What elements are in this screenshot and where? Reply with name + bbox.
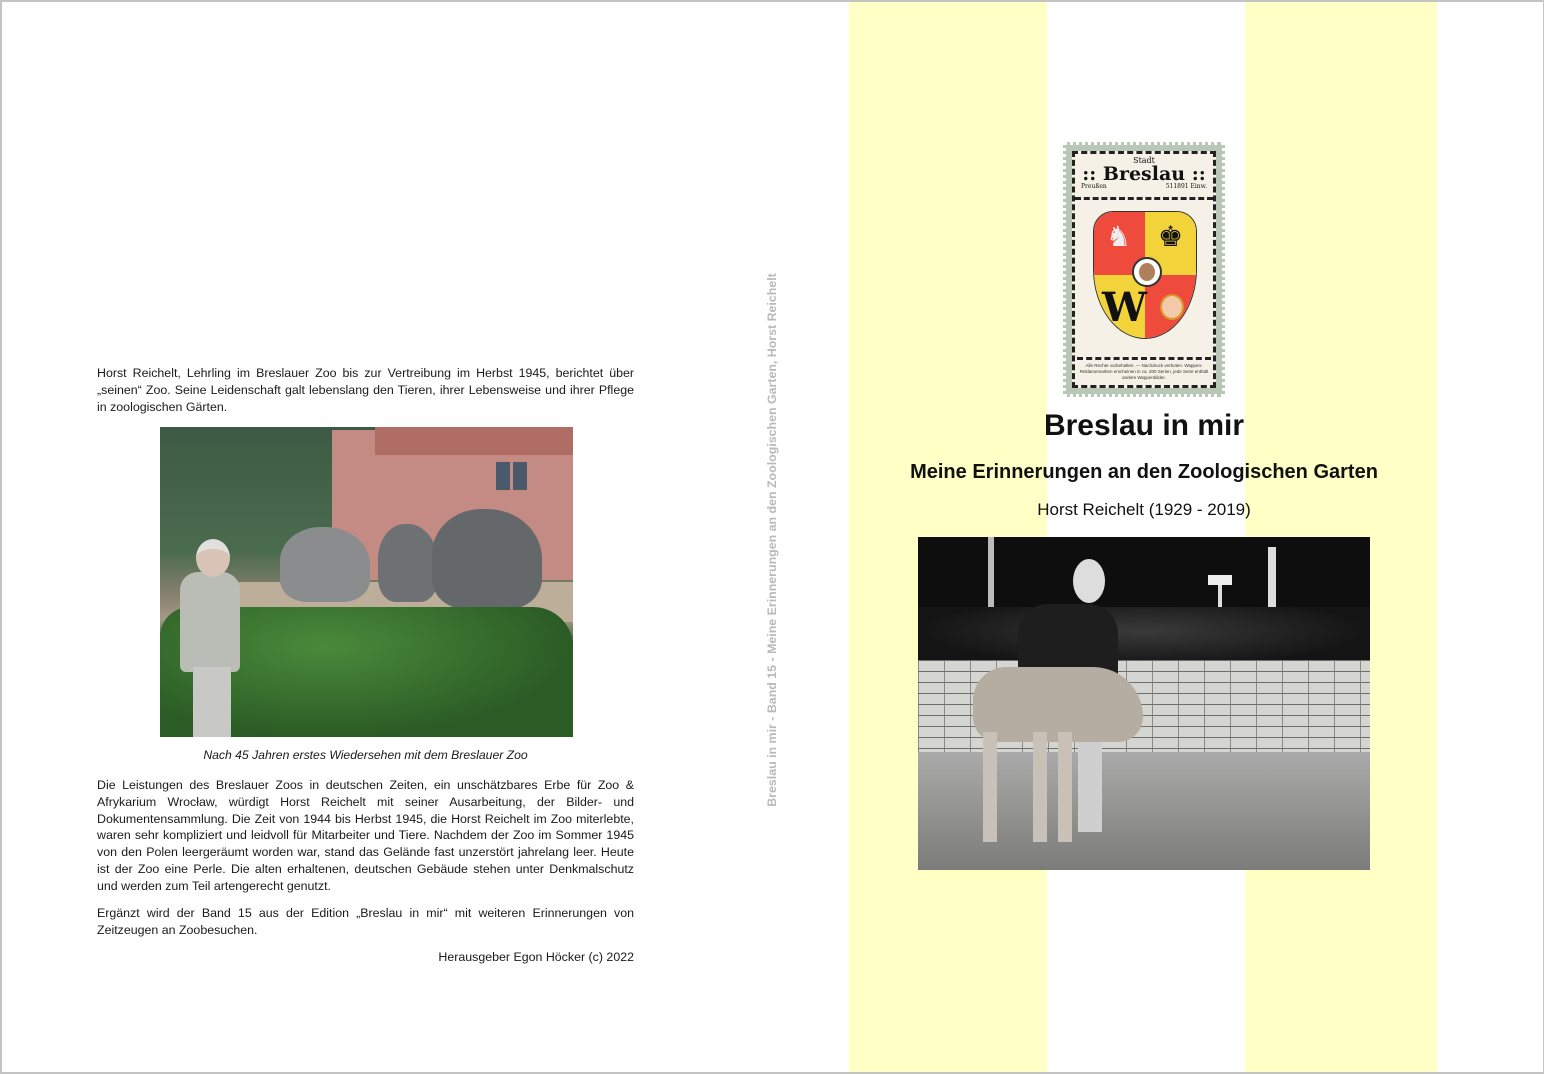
stamp-population: 511891 Einw. [1165,183,1207,190]
publisher-credit: Herausgeber Egon Höcker (c) 2022 [438,950,634,964]
book-subtitle: Meine Erinnerungen an den Zoologischen Garten [910,461,1378,483]
coat-of-arms [1093,211,1197,339]
stamp-footer: Alle Rechte vorbehalten. — Nachdruck verboten. Wappen-Reklamemarken erscheinen in ca. 200 Serien, jede Serie enthält andere Wappenbilder. [1077,357,1211,381]
saint-face-icon [1160,294,1184,320]
stamp-top-label: Stadt [1133,156,1155,165]
back-cover-supplement: Ergänzt wird der Band 15 aus der Edition „Breslau in mir“ mit weiteren Erinnerungen von Zeitzeugen an Zoobesuchen. [97,906,634,937]
breslau-stamp [1063,142,1225,397]
spine-text: Breslau in mir - Band 15 - Meine Erinnerungen an den Zoologischen Garten, Horst Reichelt [765,273,779,807]
photo-man-legs [193,667,231,737]
elephant-photo [160,427,573,737]
photo-elephant [280,527,370,602]
eagle-icon: ♚ [1158,221,1184,252]
stamp-header [1075,154,1213,200]
shield-letter: W [1102,284,1147,331]
stamp-inner [1072,151,1216,388]
photo-calf-leg [1058,732,1072,842]
photo-boy-legs [1078,732,1102,832]
photo-man-head [196,539,230,577]
photo-calf [973,667,1143,742]
lion-icon: ♞ [1106,221,1132,252]
boy-with-calf-photo [918,537,1370,870]
photo-building-roof [375,427,573,455]
stamp-city-name: :: Breslau :: [1082,163,1206,185]
photo-elephant [432,509,542,609]
photo-calf-leg [983,732,997,842]
photo-elephant [378,524,438,602]
photo-boy-head [1073,559,1105,603]
john-baptist-head-icon [1132,257,1162,287]
photo-window [513,462,527,490]
photo-bushes [918,607,1370,667]
back-cover-body: Die Leistungen des Breslauer Zoos in deutschen Zeiten, ein unschätzbares Erbe für Zoo & Afrykarium Wrocław, würdigt Horst Reichelt mit seiner Ausarbeitung, der Bilder- und Dokumentensammlung. Die Zeit von 1944 bis Herbst 1945, die Horst Reichelt im Zoo miterlebte, waren sehr kompliziert und leidvoll für Mitarbeiter und Tiere. Nachdem der Zoo im Sommer 1945 von den Polen leergeräumt worden war, stand das Gelände fast unzerstört jahrelang leer. Heute ist der Zoo eine Perle. Die alten erhaltenen, deutschen Gebäude stehen unter Denkmalschutz und werden zum Teil artengerecht genutzt. [97,778,634,893]
photo-caption: Nach 45 Jahren erstes Wiedersehen mit dem Breslauer Zoo [203,748,528,762]
book-title: Breslau in mir [1043,409,1245,442]
photo-man [180,572,240,672]
book-author: Horst Reichelt (1929 - 2019) [1037,500,1251,519]
back-cover-intro: Horst Reichelt, Lehrling im Breslauer Zoo bis zur Vertreibung im Herbst 1945, berichtet über „seinen“ Zoo. Seine Leidenschaft galt lebenslang den Tieren, ihrer Lebensweise und ihrer Pflege in zoologischen Gärten. [97,366,634,414]
stamp-region: Preußen [1081,183,1107,190]
photo-calf-leg [1033,732,1047,842]
photo-sign [1208,575,1232,585]
photo-window [496,462,510,490]
photo-tree [1268,547,1276,607]
